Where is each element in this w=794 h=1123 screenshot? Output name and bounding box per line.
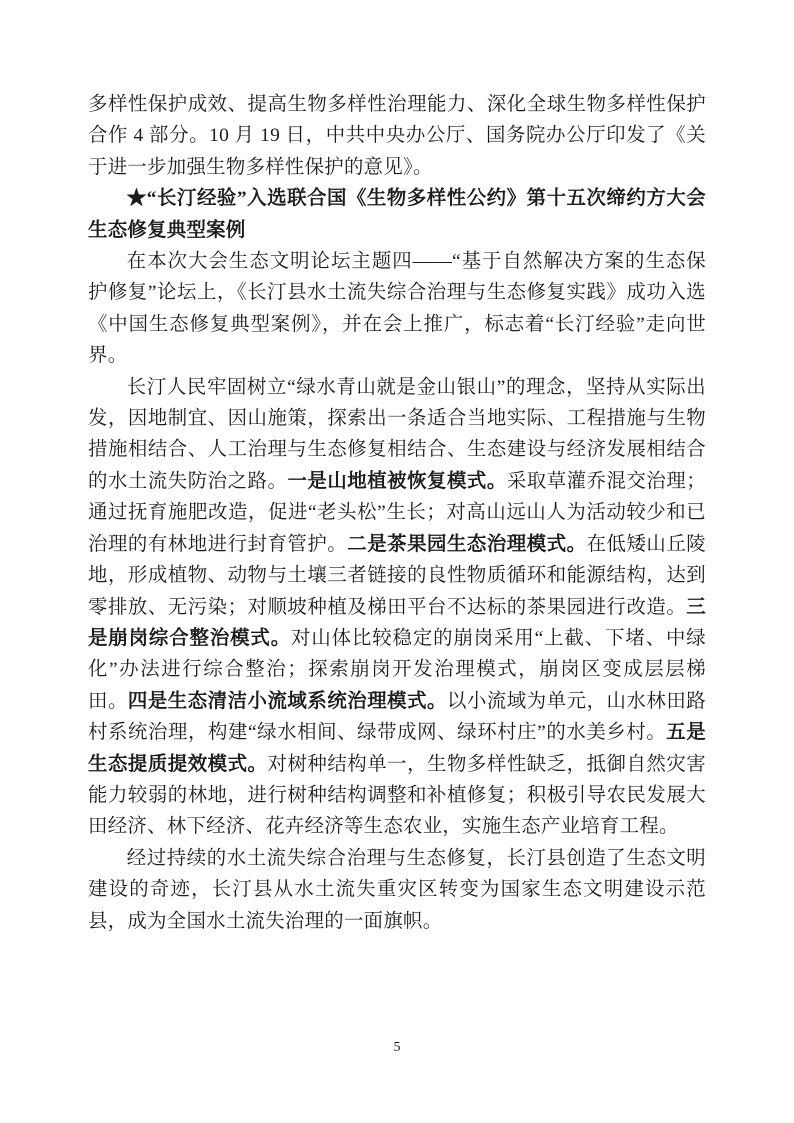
text-segment: 四是生态清洁小流域系统治理模式。: [127, 690, 447, 712]
text-segment: 对山体比较稳定的崩岗采用“上截、下堵、中绿化”办法进行综合整治；探索崩岗开发治理模式，崩岗区变成层层梯田。: [88, 627, 706, 712]
text-segment: 采取草灌乔混交治理；通过抚育施肥改造，促进“老头松”生长；对高山远山人为活动较少和已治理的有林地进行封育管护。: [88, 470, 706, 555]
text-segment: 三是崩岗综合整治模式。: [88, 596, 706, 649]
text-segment: 多样性保护成效、提高生物多样性治理能力、深化全球生物多样性保护合作 4 部分。10 月 19 日，中共中央办公厅、国务院办公厅印发了《关于进一步加强生物多样性保护的意见》。: [88, 94, 706, 178]
paragraph: [88, 246, 706, 372]
text-segment: 对树种结构单一，生物多样性缺乏，抵御自然灾害能力较弱的林地，进行树种结构调整和补植修复；积极引导农民发展大田经济、林下经济、花卉经济等生态农业，实施生态产业培育工程。: [88, 753, 706, 838]
document-body: [88, 89, 706, 937]
text-segment: 在本次大会生态文明论坛主题四——“基于自然解决方案的生态保护修复”论坛上，《长汀县水土流失综合治理与生态修复实践》成功入选《中国生态修复典型案例》，并在会上推广，标志着“长汀经验”走向世界。: [88, 251, 706, 367]
text-segment: 一是山地植被恢复模式。: [287, 470, 507, 492]
text-segment: 在低矮山丘陵地，形成植物、动物与土壤三者链接的良性物质循环和能源结构，达到零排放、无污染；对顺坡种植及梯田平台不达标的茶果园进行改造。: [88, 533, 706, 618]
paragraph: [88, 843, 706, 937]
text-segment: 经过持续的水土流失综合治理与生态修复，长汀县创造了生态文明建设的奇迹，长汀县从水土流失重灾区转变为国家生态文明建设示范县，成为全国水土流失治理的一面旗帜。: [88, 847, 706, 932]
section-heading: [88, 183, 706, 246]
text-segment: 以小流域为单元，山水林田路村系统治理，构建“绿水相间、绿带成网、绿环村庄”的水美乡村。: [88, 690, 706, 744]
text-segment: 二是茶果园生态治理模式。: [347, 533, 587, 555]
text-segment: ★“长汀经验”入选联合国《生物多样性公约》第十五次缔约方大会生态修复典型案例: [88, 188, 706, 241]
paragraph: [88, 372, 706, 843]
page-number: 5: [393, 1040, 401, 1055]
paragraph: [88, 89, 706, 183]
text-segment: 长汀人民牢固树立“绿水青山就是金山银山”的理念，坚持从实际出发，因地制宜、因山施策，探索出一条适合当地实际、工程措施与生物措施相结合、人工治理与生态修复相结合、生态建设与经济发展相结合的水土流失防治之路。: [88, 376, 706, 492]
text-segment: 五是生态提质提效模式。: [88, 722, 706, 775]
